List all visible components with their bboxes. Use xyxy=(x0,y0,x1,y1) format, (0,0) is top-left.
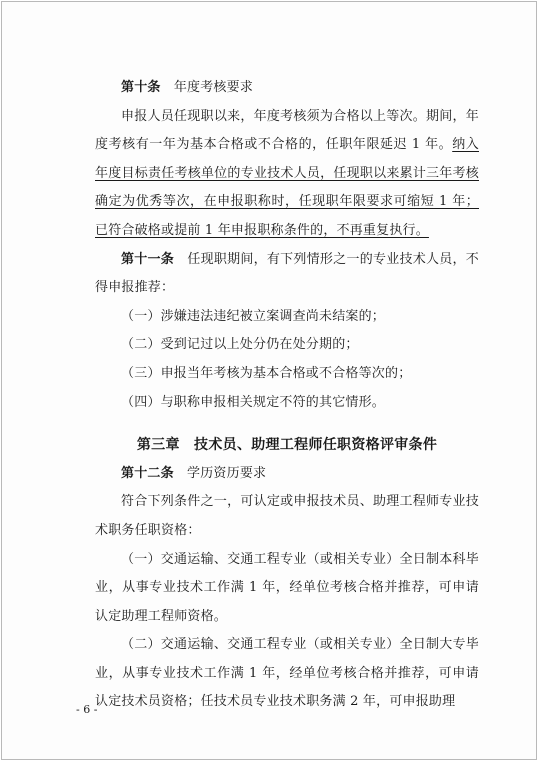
article-10-heading xyxy=(95,74,479,103)
list-item: （四）与职称申报相关规定不符的其它情形。 xyxy=(121,394,386,410)
paragraph-text: 任现职期间，有下列情形之一的专业技术人员，不得申报推荐： xyxy=(95,251,479,296)
document-page xyxy=(1,1,537,760)
article-10-paragraph xyxy=(95,103,479,246)
list-item: （一）交通运输、交通工程专业（或相关专业）全日制本科毕业，从事专业技术工作满 1 年，经单位考核合格并推荐，可申请认定助理工程师资格。 xyxy=(95,551,479,624)
article-heading: 年度考核要求 xyxy=(173,80,254,95)
article-11-paragraph xyxy=(95,246,479,303)
page-number: - 6 - xyxy=(76,703,98,716)
article-number: 第十二条 xyxy=(121,465,174,481)
list-item: （二）交通运输、交通工程专业（或相关专业）全日制大专毕业，从事专业技术工作满 1 年，经单位考核合格并推荐，可申请认定技术员资格；任技术员专业技术职务满 2 年，可申报助理 xyxy=(95,637,479,710)
chapter-title: 第三章 技术员、助理工程师任职资格评审条件 xyxy=(136,437,438,454)
list-item: （三）申报当年考核为基本合格或不合格等次的； xyxy=(121,365,412,381)
article-12-heading xyxy=(95,460,479,489)
article-12-intro: 符合下列条件之一，可认定或申报技术员、助理工程师专业技术职务任职资格： xyxy=(95,494,479,538)
article-number: 第十一条 xyxy=(121,251,175,267)
article-number: 第十条 xyxy=(121,80,161,95)
list-item: （二）受到记过以上处分仍在处分期的； xyxy=(121,337,359,353)
underlined-text: 纳入年度目标责任考核单位的专业技术人员，任现职以来累计三年考核确定为优秀等次，在申报职称时，任现职年限要求可缩短 1 年；已符合破格或提前 1 年申报职称条件的，不再重复执行。 xyxy=(95,137,479,238)
paragraph-text: 申报人员任现职以来，年度考核须为合格以上等次。期间，年度考核有一年为基本合格或不合格的，任职年限延迟 1 年。 xyxy=(95,108,479,153)
article-heading: 学历资历要求 xyxy=(187,465,267,481)
list-item: （一）涉嫌违法违纪被立案调查尚未结案的； xyxy=(121,308,386,324)
page-content xyxy=(95,74,479,717)
